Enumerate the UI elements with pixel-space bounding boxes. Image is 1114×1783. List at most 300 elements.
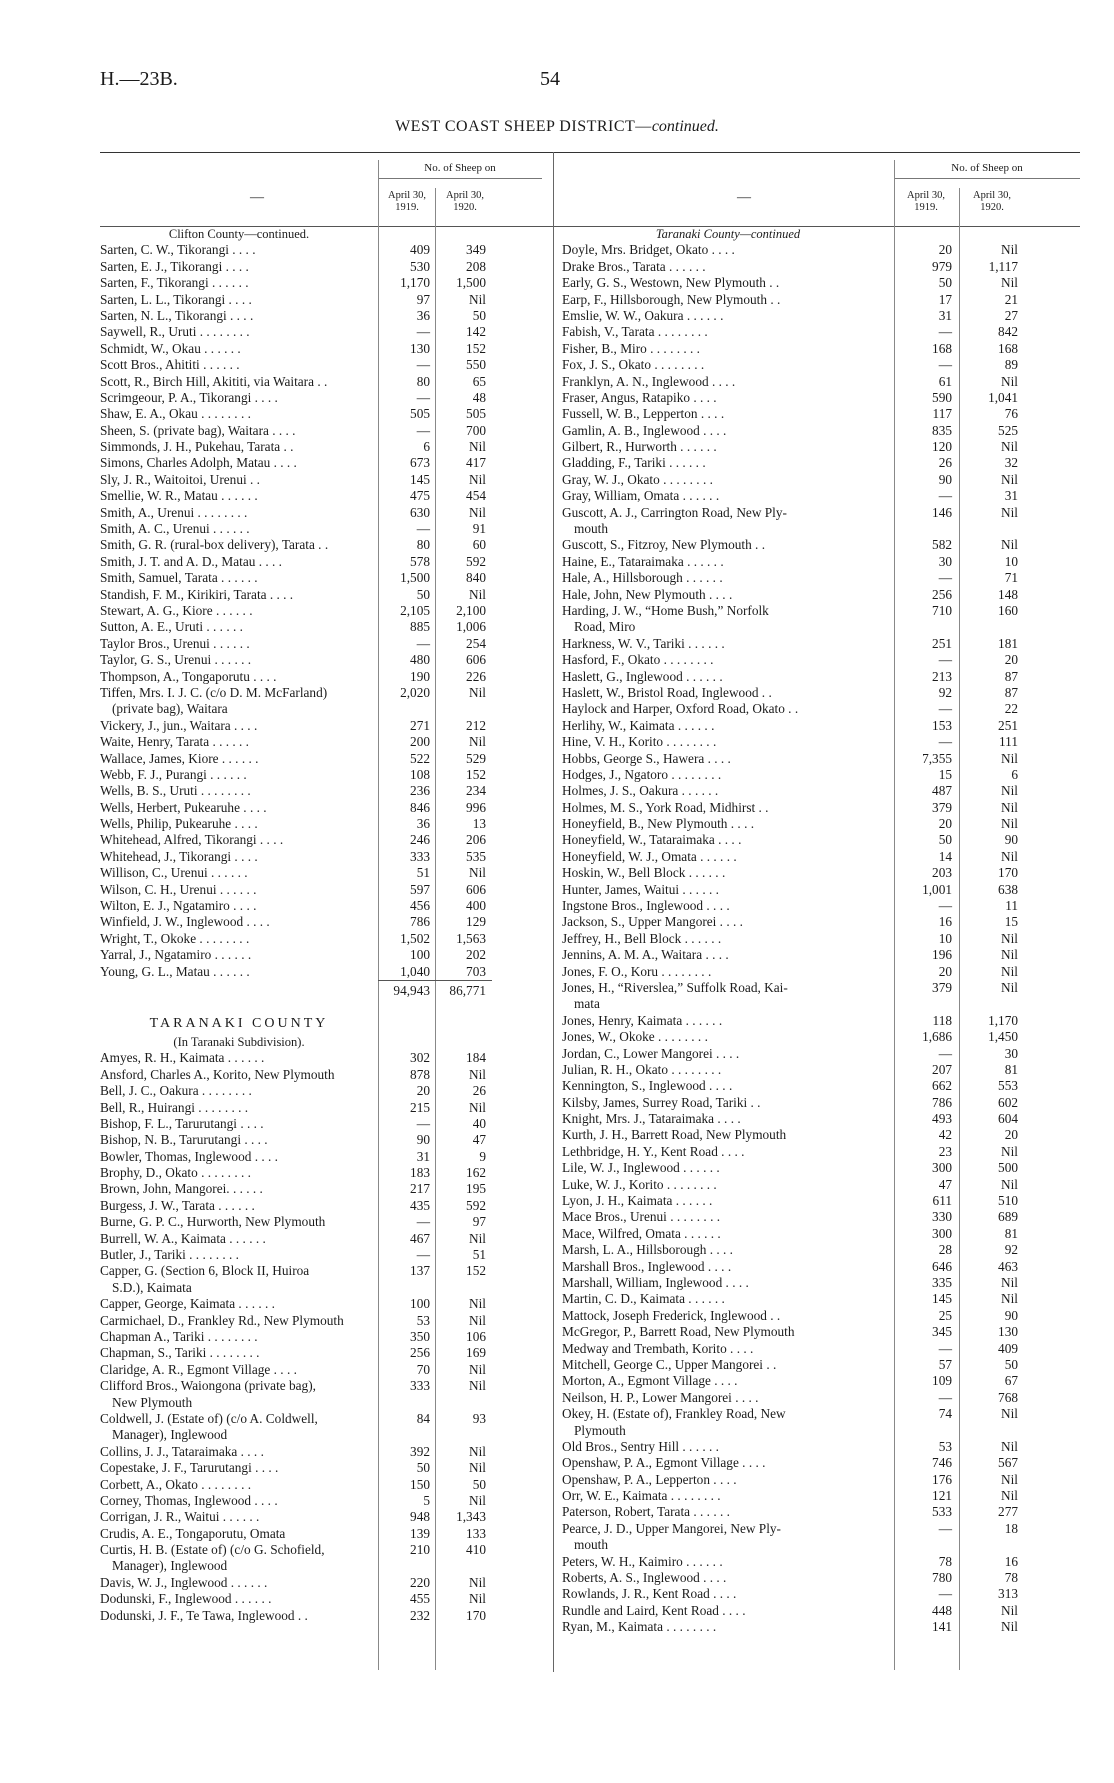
table-row	[562, 1472, 1080, 1488]
sheep-1920: Nil	[1001, 1176, 1018, 1192]
owner-name: Kilsby, James, Surrey Road, Tariki . .	[562, 1094, 761, 1110]
sheep-1920: 212	[466, 717, 486, 733]
sheep-1920: Nil	[469, 1443, 486, 1459]
sheep-1920: 234	[466, 783, 486, 799]
owner-name: Guscott, S., Fitzroy, New Plymouth . .	[562, 537, 766, 553]
sheep-1920: 700	[466, 422, 486, 438]
sheep-1920: 1,006	[456, 619, 486, 635]
owner-name: Haine, E., Tataraimaka . . . . . .	[562, 553, 724, 569]
owner-name: Fisher, B., Miro . . . . . . . .	[562, 340, 700, 356]
year-1920-header: April 30, 1920.	[973, 190, 1011, 213]
sheep-1919: 168	[932, 340, 952, 356]
sheep-1920: 417	[466, 455, 486, 471]
owner-name: Bishop, N. B., Tarurutangi . . . .	[100, 1132, 268, 1148]
owner-name: mata	[574, 996, 600, 1012]
sheep-1920: 50	[472, 307, 486, 323]
sheep-1919: 505	[410, 406, 430, 422]
table-row	[562, 505, 1080, 521]
table-row	[100, 455, 542, 471]
owner-name: Haslett, W., Bristol Road, Inglewood . .	[562, 684, 772, 700]
table-row	[562, 1488, 1080, 1504]
sheep-1919: 146	[932, 504, 952, 520]
table-row	[562, 1275, 1080, 1291]
table-row	[100, 783, 542, 799]
owner-name: Willison, C., Urenui . . . . . .	[100, 865, 248, 881]
sheep-1919: 379	[932, 799, 952, 815]
sheep-1919: 31	[416, 1148, 430, 1164]
owner-name: Wright, T., Okoke . . . . . . . .	[100, 930, 250, 946]
sheep-1920: 606	[466, 652, 486, 668]
sheep-1920: 454	[466, 488, 486, 504]
sheep-1919: 300	[932, 1225, 952, 1241]
sheep-1919: 2,105	[400, 602, 430, 618]
owner-name: Davis, W. J., Inglewood . . . . . .	[100, 1574, 268, 1590]
sheep-1920: 160	[998, 602, 1018, 618]
table-row	[562, 767, 1080, 783]
owner-name: Jackson, S., Upper Mangorei . . . .	[562, 914, 743, 930]
table-row	[100, 472, 542, 488]
sheep-1920: 152	[466, 1263, 486, 1279]
sheep-1919: 118	[932, 1012, 952, 1028]
sheep-1919: 80	[416, 373, 430, 389]
owner-name: Waite, Henry, Tarata . . . . . .	[100, 734, 250, 750]
table-row	[100, 275, 542, 291]
owner-name: Haylock and Harper, Oxford Road, Okato . .	[562, 701, 799, 717]
sheep-1920: Nil	[1001, 1291, 1018, 1307]
sheep-1920: Nil	[1001, 1471, 1018, 1487]
table-row	[100, 1198, 542, 1214]
sheep-1919: 409	[410, 242, 430, 258]
sheep-1920: 111	[999, 734, 1018, 750]
sheep-1920: 2,100	[456, 602, 486, 618]
top-rule	[100, 152, 1080, 153]
sheep-1920: 106	[466, 1329, 486, 1344]
owner-name: Bell, R., Huirangi . . . . . . . .	[100, 1099, 249, 1115]
sheep-1919: —	[416, 1247, 430, 1263]
sheep-1919: 150	[410, 1476, 430, 1492]
table-row	[100, 1526, 542, 1542]
sheep-1920: Nil	[469, 734, 486, 750]
sheep-1919: 139	[410, 1525, 430, 1541]
owner-name: Gladding, F., Tariki . . . . . .	[562, 455, 706, 471]
sheep-1919: 26	[938, 455, 952, 471]
owner-name: Claridge, A. R., Egmont Village . . . .	[100, 1361, 297, 1377]
table-row	[100, 1263, 542, 1279]
sheep-1919: 141	[932, 1619, 952, 1635]
table-row	[100, 1608, 542, 1624]
owner-name: Roberts, A. S., Inglewood . . . .	[562, 1570, 727, 1586]
owner-name: Doyle, Mrs. Bridget, Okato . . . .	[562, 242, 735, 258]
sheep-1919: 61	[938, 373, 952, 389]
owner-name: Fraser, Angus, Ratapiko . . . .	[562, 389, 717, 405]
sheep-1920: 22	[1004, 701, 1018, 717]
owner-name: Scrimgeour, P. A., Tikorangi . . . .	[100, 389, 278, 405]
sheep-1919: 117	[932, 406, 952, 422]
owner-name: Openshaw, P. A., Lepperton . . . .	[562, 1471, 737, 1487]
sheep-1920: 206	[466, 832, 486, 848]
owner-name: Sutton, A. E., Uruti . . . . . .	[100, 619, 243, 635]
sheep-1919: 57	[938, 1356, 952, 1372]
sheep-1919: 530	[410, 258, 430, 274]
table-row	[562, 390, 1080, 406]
sheep-1919: 786	[410, 914, 430, 930]
owner-name: Drake Bros., Tarata . . . . . .	[562, 258, 706, 274]
owner-name: Dodunski, F., Inglewood . . . . . .	[100, 1591, 272, 1607]
owner-name: Jordan, C., Lower Mangorei . . . .	[562, 1045, 740, 1061]
sheep-1920: 11	[1005, 898, 1018, 914]
owner-name: Wells, Herbert, Pukearuhe . . . .	[100, 799, 267, 815]
sheep-1919: 979	[932, 258, 952, 274]
sheep-1920: 768	[998, 1389, 1018, 1405]
owner-name: Chapman A., Tariki . . . . . . . .	[100, 1329, 258, 1344]
sheep-1920: 202	[466, 947, 486, 963]
table-row	[562, 1423, 1080, 1439]
sheep-1920: 97	[472, 1214, 486, 1230]
sheep-1919: 50	[416, 1460, 430, 1476]
sheep-1920: 30	[1004, 1045, 1018, 1061]
sheep-1920: 93	[472, 1410, 486, 1426]
sheep-1919: 350	[410, 1329, 430, 1344]
sheep-1919: 533	[932, 1504, 952, 1520]
table-row	[562, 898, 1080, 914]
table-row	[100, 1345, 542, 1361]
sheep-1919: —	[416, 324, 430, 340]
sheep-1920: 65	[472, 373, 486, 389]
table-row	[100, 1575, 542, 1591]
sheep-1919: 7,355	[922, 750, 952, 766]
sheep-1920: 78	[1004, 1570, 1018, 1586]
owner-name: Medway and Trembath, Korito . . . .	[562, 1340, 754, 1356]
sheep-1919: 100	[410, 1296, 430, 1312]
table-row	[562, 619, 1080, 635]
owner-name: Hasford, F., Okato . . . . . . . .	[562, 652, 714, 668]
owner-name: Shaw, E. A., Okau . . . . . . . .	[100, 406, 251, 422]
sheep-1919: 108	[410, 766, 430, 782]
owner-name: Julian, R. H., Okato . . . . . . . .	[562, 1061, 722, 1077]
table-row	[100, 521, 542, 537]
owner-name: Peters, W. H., Kaimiro . . . . . .	[562, 1553, 723, 1569]
sheep-1919: 20	[938, 816, 952, 832]
owner-name: Fussell, W. B., Lepperton . . . .	[562, 406, 725, 422]
sheep-1920: Nil	[469, 1378, 486, 1394]
owner-name: Corney, Thomas, Inglewood . . . .	[100, 1492, 278, 1508]
sheep-1919: —	[938, 324, 952, 340]
owner-name: S.D.), Kaimata	[112, 1279, 192, 1295]
sheep-1919: 215	[410, 1099, 430, 1115]
owner-name: Amyes, R. H., Kaimata . . . . . .	[100, 1050, 265, 1066]
sheep-1919: 31	[938, 307, 952, 323]
table-row	[100, 947, 542, 963]
right-column	[562, 160, 1080, 1636]
table-row	[100, 1100, 542, 1116]
table-row	[562, 669, 1080, 685]
sheep-1920: 142	[466, 324, 486, 340]
sheep-1919: 80	[416, 537, 430, 553]
sheep-1919: —	[938, 1586, 952, 1602]
owner-name: Brown, John, Mangorei. . . . . .	[100, 1181, 263, 1197]
owner-name: Sarten, F., Tikorangi . . . . . .	[100, 275, 249, 291]
sheep-1919: 121	[932, 1488, 952, 1504]
sheep-1919: 487	[932, 783, 952, 799]
table-row	[100, 406, 542, 422]
sheep-1920: 67	[1004, 1373, 1018, 1389]
table-row	[100, 669, 542, 685]
sheep-1919: 47	[938, 1176, 952, 1192]
sheep-1920: 254	[466, 635, 486, 651]
sheep-1920: Nil	[469, 1312, 486, 1328]
table-row	[100, 292, 542, 308]
sheep-1919: 611	[932, 1193, 952, 1209]
sheep-1920: 184	[466, 1050, 486, 1066]
owner-name: Kennington, S., Inglewood . . . .	[562, 1078, 733, 1094]
sheep-1920: Nil	[1001, 373, 1018, 389]
table-row	[100, 1329, 542, 1345]
sheep-1919: 50	[938, 832, 952, 848]
table-row	[562, 1455, 1080, 1471]
owner-name: Clifford Bros., Waiongona (private bag),	[100, 1378, 316, 1394]
table-row	[562, 1390, 1080, 1406]
table-row	[100, 931, 542, 947]
owner-name: Hodges, J., Ngatoro . . . . . . . .	[562, 766, 722, 782]
owner-name: Collins, J. J., Tataraimaka . . . .	[100, 1443, 264, 1459]
sheep-1920: 1,500	[456, 275, 486, 291]
sheep-1919: 51	[416, 865, 430, 881]
table-row	[100, 1460, 542, 1476]
sheep-1920: 410	[466, 1542, 486, 1558]
sheep-1920: Nil	[1001, 1275, 1018, 1290]
sheep-1919: 522	[410, 750, 430, 766]
table-row	[100, 603, 542, 619]
table-row	[562, 1373, 1080, 1389]
sheep-1920: 15	[1004, 914, 1018, 930]
sheep-1919: —	[938, 1340, 952, 1356]
owner-name: Sarten, E. J., Tikorangi . . . .	[100, 258, 249, 274]
section-heading: TARANAKI COUNTY	[149, 1015, 329, 1031]
table-row	[562, 587, 1080, 603]
sheep-1920: 31	[1004, 488, 1018, 504]
sheep-1920: Nil	[469, 1460, 486, 1476]
left-column-header	[100, 160, 542, 226]
table-row	[562, 1619, 1080, 1635]
table-row	[562, 1242, 1080, 1258]
sheep-1919: 109	[932, 1373, 952, 1389]
sheep-1920: 505	[466, 406, 486, 422]
table-row	[562, 685, 1080, 701]
owner-name: New Plymouth	[112, 1394, 193, 1410]
owner-name: Marshall, William, Inglewood . . . .	[562, 1275, 749, 1290]
sheep-1919: 130	[410, 340, 430, 356]
owner-name: Jones, F. O., Koru . . . . . . . .	[562, 963, 712, 979]
table-row	[562, 1291, 1080, 1307]
table-row	[100, 374, 542, 390]
sheep-1920: 81	[1004, 1225, 1018, 1241]
owner-name: Capper, G. (Section 6, Block II, Huiroa	[100, 1263, 310, 1279]
table-row	[100, 882, 542, 898]
sheep-1919: 15	[938, 766, 952, 782]
owner-name: Mitchell, George C., Upper Mangorei . .	[562, 1356, 777, 1372]
owner-name: Wells, Philip, Pukearuhe . . . .	[100, 816, 258, 832]
owner-name: Carmichael, D., Frankley Rd., New Plymouth	[100, 1312, 344, 1328]
table-row	[562, 1521, 1080, 1537]
owner-name: Jones, Henry, Kaimata . . . . . .	[562, 1012, 723, 1028]
table-row	[562, 751, 1080, 767]
owner-name: Ansford, Charles A., Korito, New Plymouth	[100, 1066, 335, 1082]
owner-name: Smellie, W. R., Matau . . . . . .	[100, 488, 258, 504]
table-row	[100, 1411, 542, 1427]
owner-name: Rowlands, J. R., Kent Road . . . .	[562, 1586, 737, 1602]
sheep-1919: 333	[410, 1378, 430, 1394]
table-row	[100, 849, 542, 865]
sheep-1919: —	[938, 1520, 952, 1536]
sheep-1920: Nil	[1001, 750, 1018, 766]
sheep-1920: 152	[466, 766, 486, 782]
sheep-1920: 87	[1004, 668, 1018, 684]
sheep-1920: 463	[998, 1258, 1018, 1274]
owner-name: Scott, R., Birch Hill, Akititi, via Waitara . .	[100, 373, 328, 389]
sheep-1919: 379	[932, 979, 952, 995]
sheep-1919: 90	[938, 471, 952, 487]
owner-name: Knight, Mrs. J., Tataraimaka . . . .	[562, 1111, 741, 1127]
sheep-1919: 271	[410, 717, 430, 733]
table-row	[562, 1111, 1080, 1127]
table-row	[100, 1247, 542, 1263]
table-row	[562, 1537, 1080, 1553]
sheep-1920: 170	[466, 1607, 486, 1623]
table-row	[562, 1177, 1080, 1193]
table-row	[100, 734, 542, 750]
sheep-1919: 92	[938, 684, 952, 700]
table-row	[100, 1231, 542, 1247]
table-row	[562, 1062, 1080, 1078]
sheep-1919: 236	[410, 783, 430, 799]
table-row	[100, 832, 542, 848]
sheep-1919: 578	[410, 553, 430, 569]
sheep-1920: 87	[1004, 684, 1018, 700]
sheep-1920: 152	[466, 340, 486, 356]
table-row	[562, 1406, 1080, 1422]
owner-name: Fabish, V., Tarata . . . . . . . .	[562, 324, 708, 340]
table-row	[562, 652, 1080, 668]
sheep-1920: Nil	[469, 1230, 486, 1246]
sheep-1919: 300	[932, 1160, 952, 1176]
table-row	[562, 521, 1080, 537]
year-1920-header: April 30, 1920.	[446, 190, 484, 213]
sheep-1920: 148	[998, 586, 1018, 602]
left-column	[100, 160, 542, 1624]
owner-name: Bell, J. C., Oakura . . . . . . . .	[100, 1083, 252, 1099]
table-row	[562, 931, 1080, 947]
sheep-1920: 604	[998, 1111, 1018, 1127]
table-row	[100, 242, 542, 258]
sheep-1919: —	[416, 422, 430, 438]
owner-name: Manager), Inglewood	[112, 1427, 228, 1443]
sheep-1920: 1,041	[988, 389, 1018, 405]
sheep-1920: 170	[998, 865, 1018, 881]
table-row	[100, 800, 542, 816]
sheep-1919: 20	[416, 1083, 430, 1099]
owner-name: Plymouth	[574, 1422, 626, 1438]
sheep-1919: 335	[932, 1275, 952, 1290]
table-row	[100, 751, 542, 767]
table-row	[562, 1046, 1080, 1062]
sheep-1919: 256	[410, 1345, 430, 1361]
sheep-1920: Nil	[1001, 963, 1018, 979]
sheep-1919: 200	[410, 734, 430, 750]
sheep-1920: 90	[1004, 1307, 1018, 1323]
owner-name: Hobbs, George S., Hawera . . . .	[562, 750, 731, 766]
sheep-1919: 6	[423, 439, 430, 455]
sheep-1920: 689	[998, 1209, 1018, 1225]
table-row	[100, 718, 542, 734]
table-row	[100, 1362, 542, 1378]
owner-name: Hale, John, New Plymouth . . . .	[562, 586, 733, 602]
table-row	[100, 324, 542, 340]
owner-name: Holmes, M. S., York Road, Midhirst . .	[562, 799, 769, 815]
sheep-1920: 32	[1004, 455, 1018, 471]
sheep-1919: 120	[932, 439, 952, 455]
owner-name: Kurth, J. H., Barrett Road, New Plymouth	[562, 1127, 787, 1143]
sheep-1920: 510	[998, 1193, 1018, 1209]
sheep-1920: 226	[466, 668, 486, 684]
sheep-1920: Nil	[1001, 816, 1018, 832]
sheep-1920: Nil	[1001, 947, 1018, 963]
sheep-1919: —	[416, 1115, 430, 1131]
owner-name: Luke, W. J., Korito . . . . . . . .	[562, 1176, 717, 1192]
sheep-1919: —	[416, 521, 430, 537]
sheep-1920: 409	[998, 1340, 1018, 1356]
table-row	[562, 1226, 1080, 1242]
table-row	[100, 1067, 542, 1083]
sheep-1919: 582	[932, 537, 952, 553]
table-row	[562, 455, 1080, 471]
owner-name: Burgess, J. W., Tarata . . . . . .	[100, 1197, 255, 1213]
owner-name: Lyon, J. H., Kaimata . . . . . .	[562, 1193, 713, 1209]
table-row	[562, 1078, 1080, 1094]
owner-name: (private bag), Waitara	[112, 701, 228, 717]
sheep-1920: 208	[466, 258, 486, 274]
sheep-1919: —	[416, 1214, 430, 1230]
sheep-1919: 196	[932, 947, 952, 963]
sheep-1919: 480	[410, 652, 430, 668]
sheep-1920: 840	[466, 570, 486, 586]
table-row	[562, 537, 1080, 553]
sheep-1919: 1,686	[922, 1029, 952, 1045]
table-row	[562, 1439, 1080, 1455]
owner-name: Corrigan, J. R., Waitui . . . . . .	[100, 1509, 260, 1525]
sheep-1920: 1,450	[988, 1029, 1018, 1045]
owner-name: Simons, Charles Adolph, Matau . . . .	[100, 455, 297, 471]
sheep-1920: 130	[998, 1324, 1018, 1340]
table-row	[100, 1280, 542, 1296]
sheep-1920: 91	[472, 521, 486, 537]
owner-name: Road, Miro	[574, 619, 636, 635]
table-row	[100, 1444, 542, 1460]
sheep-1920: 349	[466, 242, 486, 258]
owner-name: Sarten, L. L., Tikorangi . . . .	[100, 291, 252, 307]
sheep-1919: 597	[410, 881, 430, 897]
sheep-1920: Nil	[469, 471, 486, 487]
sheep-1919: 330	[932, 1209, 952, 1225]
owner-name: Gray, W. J., Okato . . . . . . . .	[562, 471, 713, 487]
column-separator	[553, 152, 554, 1672]
table-row	[100, 1509, 542, 1525]
table-row	[100, 259, 542, 275]
table-row	[100, 1296, 542, 1312]
sheep-1919: —	[938, 570, 952, 586]
owner-name: Stewart, A. G., Kiore . . . . . .	[100, 602, 253, 618]
table-row	[562, 701, 1080, 717]
sheep-1920: Nil	[1001, 275, 1018, 291]
